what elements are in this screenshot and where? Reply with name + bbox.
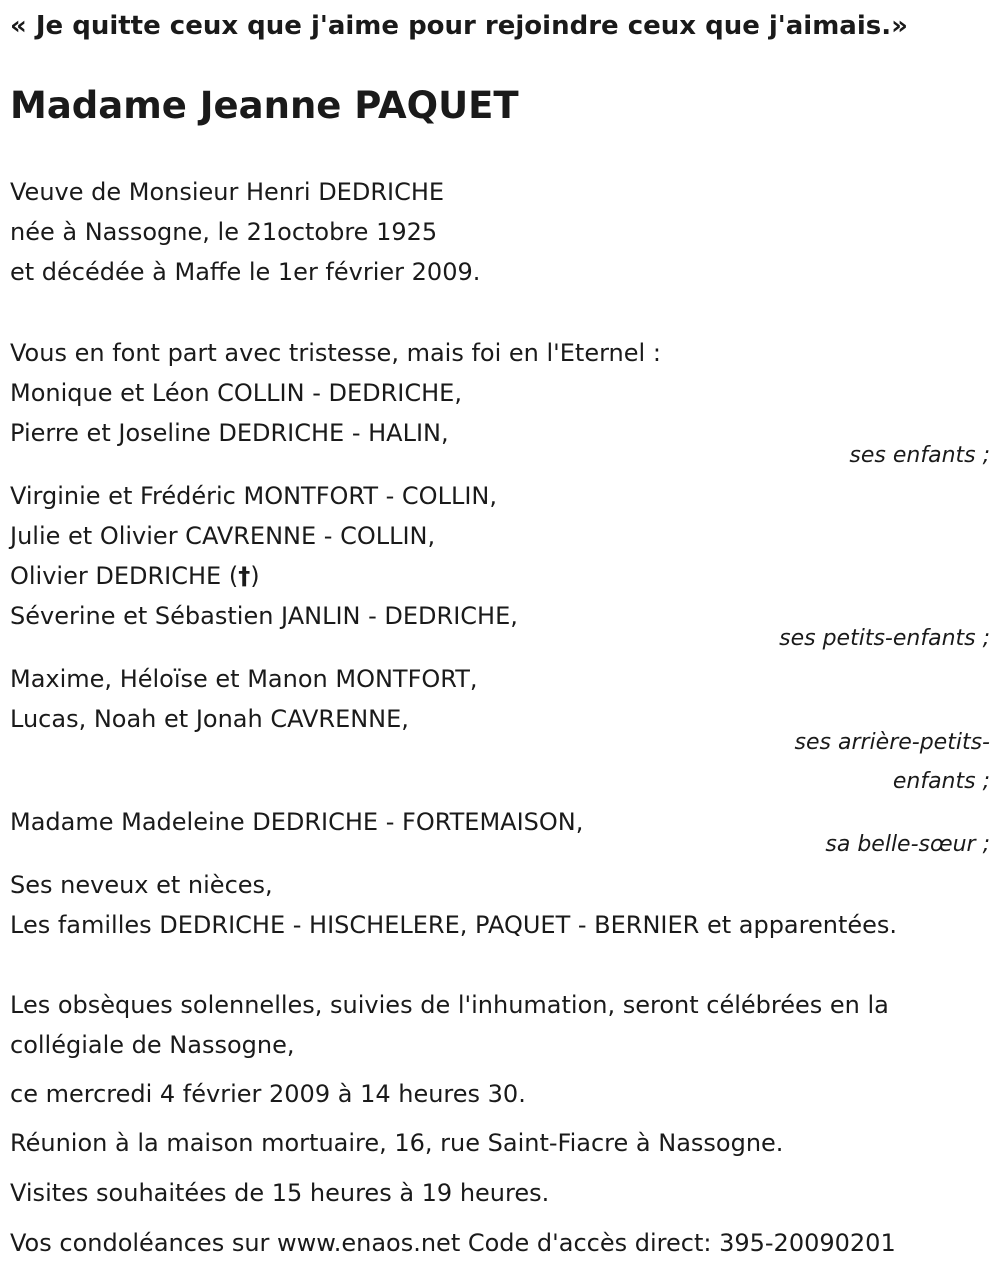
child-line: Pierre et Joseline DEDRICHE - HALIN, (10, 419, 449, 447)
grandchild-line: Virginie et Frédéric MONTFORT - COLLIN, (10, 482, 497, 510)
deceased-grandchild-name: Olivier DEDRICHE ( (10, 562, 239, 590)
child-line: Monique et Léon COLLIN - DEDRICHE, (10, 379, 462, 407)
great-grandchildren-label: enfants ; (892, 769, 990, 794)
deceased-grandchild-close: ) (250, 562, 260, 590)
relatives-line: Les familles DEDRICHE - HISCHELERE, PAQUET - BERNIER et apparentées. (10, 911, 898, 939)
deceased-grandchild-line (10, 559, 260, 593)
relatives-line: Ses neveux et nièces, (10, 871, 273, 899)
visiting-hours-line: Visites souhaitées de 15 heures à 19 heures. (10, 1179, 550, 1207)
grandchild-line: Julie et Olivier CAVRENNE - COLLIN, (10, 522, 436, 550)
great-grandchild-line: Maxime, Héloïse et Manon MONTFORT, (10, 665, 478, 693)
announcement-intro: Vous en font part avec tristesse, mais foi en l'Eternel : (10, 339, 661, 367)
great-grandchildren-label: ses arrière-petits- (794, 730, 990, 755)
bio-line: née à Nassogne, le 21octobre 1925 (10, 218, 438, 246)
grandchildren-label: ses petits-enfants ; (779, 626, 990, 651)
mortuary-address-line: Réunion à la maison mortuaire, 16, rue Saint-Fiacre à Nassogne. (10, 1129, 784, 1157)
sister-in-law-line: Madame Madeleine DEDRICHE - FORTEMAISON, (10, 808, 584, 836)
sister-in-law-label: sa belle-sœur ; (825, 832, 990, 857)
children-label: ses enfants ; (849, 443, 990, 468)
bio-line: Veuve de Monsieur Henri DEDRICHE (10, 178, 445, 206)
condolences-line: Vos condoléances sur www.enaos.net Code d'accès direct: 395-20090201 (10, 1229, 896, 1257)
funeral-line: collégiale de Nassogne, (10, 1031, 295, 1059)
grandchild-line: Séverine et Sébastien JANLIN - DEDRICHE, (10, 602, 518, 630)
deceased-name: Madame Jeanne PAQUET (10, 84, 519, 127)
funeral-line: Les obsèques solennelles, suivies de l'inhumation, seront célébrées en la (10, 991, 889, 1019)
great-grandchild-line: Lucas, Noah et Jonah CAVRENNE, (10, 705, 409, 733)
bio-line: et décédée à Maffe le 1er février 2009. (10, 258, 481, 286)
epitaph-quote: « Je quitte ceux que j'aime pour rejoindre ceux que j'aimais.» (10, 11, 908, 41)
cross-icon: † (238, 562, 251, 590)
funeral-date-line: ce mercredi 4 février 2009 à 14 heures 30. (10, 1080, 526, 1108)
